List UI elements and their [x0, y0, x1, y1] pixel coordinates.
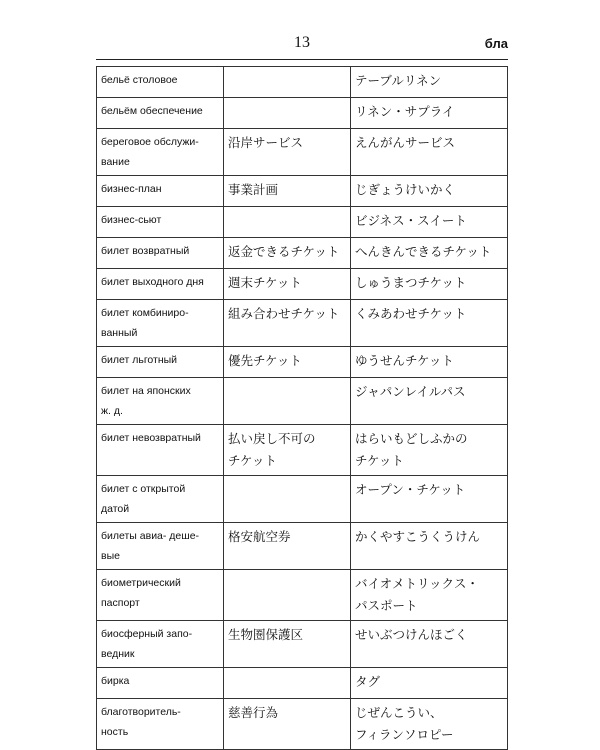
kanji-term-cell: [224, 98, 351, 129]
russian-term-cell: береговое обслужи- вание: [97, 129, 224, 176]
kana-reading-cell: はらいもどしふかの チケット: [351, 425, 508, 476]
kana-reading-cell: しゅうまつチケット: [351, 269, 508, 300]
table-row: [97, 98, 508, 129]
table-row: [97, 269, 508, 300]
header-rule: [96, 59, 508, 60]
kanji-term-cell: 格安航空券: [224, 523, 351, 570]
kanji-term-cell: 優先チケット: [224, 347, 351, 378]
russian-term-cell: билет выходного дня: [97, 269, 224, 300]
table-row: [97, 129, 508, 176]
russian-term-cell: билет невозвратный: [97, 425, 224, 476]
table-row: [97, 176, 508, 207]
russian-term-cell: бельём обеспечение: [97, 98, 224, 129]
kana-reading-cell: バイオメトリックス・ パスポート: [351, 570, 508, 621]
table-row: [97, 300, 508, 347]
table-row: [97, 621, 508, 668]
table-row: [97, 425, 508, 476]
kanji-term-cell: 払い戻し不可の チケット: [224, 425, 351, 476]
page-number: 13: [294, 34, 310, 51]
kanji-term-cell: 組み合わせチケット: [224, 300, 351, 347]
table-row: [97, 699, 508, 750]
table-row: [97, 523, 508, 570]
russian-term-cell: бельё столовое: [97, 67, 224, 98]
kana-reading-cell: えんがんサービス: [351, 129, 508, 176]
table-row: [97, 347, 508, 378]
table-row: [97, 668, 508, 699]
kanji-term-cell: [224, 570, 351, 621]
russian-term-cell: биометрический паспорт: [97, 570, 224, 621]
table-row: [97, 476, 508, 523]
table-row: [97, 570, 508, 621]
russian-term-cell: билеты авиа- деше- вые: [97, 523, 224, 570]
dictionary-table: [96, 66, 508, 750]
russian-term-cell: бирка: [97, 668, 224, 699]
kanji-term-cell: [224, 378, 351, 425]
kanji-term-cell: [224, 668, 351, 699]
russian-term-cell: билет на японских ж. д.: [97, 378, 224, 425]
kana-reading-cell: かくやすこうくうけん: [351, 523, 508, 570]
table-row: [97, 238, 508, 269]
kana-reading-cell: じぎょうけいかく: [351, 176, 508, 207]
page-header: [96, 30, 508, 60]
kanji-term-cell: 慈善行為: [224, 699, 351, 750]
kana-reading-cell: くみあわせチケット: [351, 300, 508, 347]
running-head: бла: [484, 36, 508, 51]
kanji-term-cell: 返金できるチケット: [224, 238, 351, 269]
kana-reading-cell: タグ: [351, 668, 508, 699]
russian-term-cell: благотворитель- ность: [97, 699, 224, 750]
russian-term-cell: билет возвратный: [97, 238, 224, 269]
kana-reading-cell: ビジネス・スイート: [351, 207, 508, 238]
kanji-term-cell: 生物圏保護区: [224, 621, 351, 668]
table-row: [97, 207, 508, 238]
kana-reading-cell: じぜんこうい、 フィランソロピー: [351, 699, 508, 750]
kana-reading-cell: リネン・サプライ: [351, 98, 508, 129]
kanji-term-cell: [224, 476, 351, 523]
kana-reading-cell: へんきんできるチケット: [351, 238, 508, 269]
russian-term-cell: билет комбиниро- ванный: [97, 300, 224, 347]
kana-reading-cell: テーブルリネン: [351, 67, 508, 98]
russian-term-cell: бизнес-план: [97, 176, 224, 207]
table-row: [97, 378, 508, 425]
kana-reading-cell: オープン・チケット: [351, 476, 508, 523]
kanji-term-cell: 週末チケット: [224, 269, 351, 300]
kana-reading-cell: ジャパンレイルパス: [351, 378, 508, 425]
kanji-term-cell: [224, 207, 351, 238]
kanji-term-cell: 事業計画: [224, 176, 351, 207]
kanji-term-cell: [224, 67, 351, 98]
russian-term-cell: билет с открытой датой: [97, 476, 224, 523]
kanji-term-cell: 沿岸サービス: [224, 129, 351, 176]
kana-reading-cell: せいぶつけんほごく: [351, 621, 508, 668]
russian-term-cell: билет льготный: [97, 347, 224, 378]
dictionary-table-body: [97, 67, 508, 750]
table-row: [97, 67, 508, 98]
kana-reading-cell: ゆうせんチケット: [351, 347, 508, 378]
russian-term-cell: бизнес-сьют: [97, 207, 224, 238]
russian-term-cell: биосферный запо- ведник: [97, 621, 224, 668]
